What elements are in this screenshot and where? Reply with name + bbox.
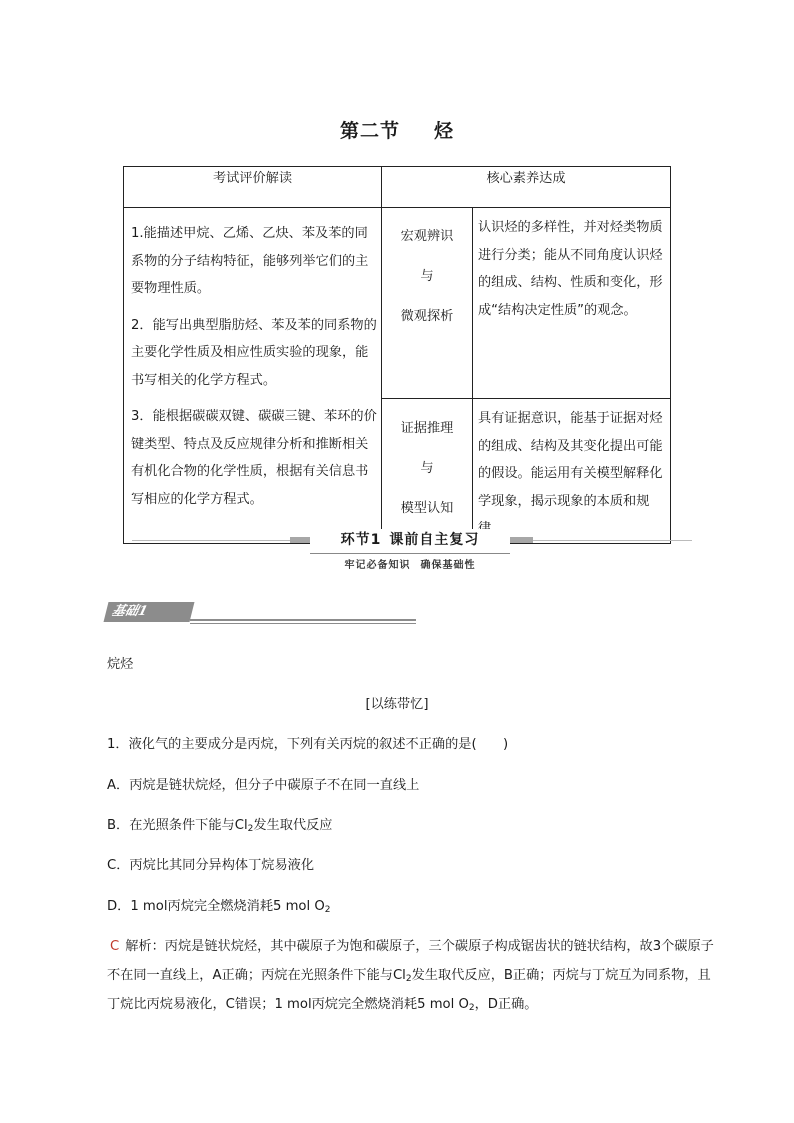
competency-desc: 具有证据意识，能基于证据对烃的组成、结构及其变化提出可能的假设。能运用有关模型解释化学现象，揭示现象的本质和规 xyxy=(473,399,671,544)
competency-connector: 与 xyxy=(420,269,434,284)
option-c: C．丙烷比其同分异构体丁烷易液化 xyxy=(107,858,315,873)
competency-connector: 与 xyxy=(420,461,434,476)
evaluation-item: 2．能写出典型脂肪烃、苯及苯的同系物的主要化学性质及相应性质实验的现象，能书写相关的化学方程式。 xyxy=(131,317,377,388)
competency-name: 证据推理 xyxy=(400,421,454,436)
competency-name: 微观探析 xyxy=(400,309,454,324)
header-competency: 核心素养达成 xyxy=(382,167,671,208)
page-title xyxy=(0,116,794,143)
base-tag-label: 基础1 xyxy=(104,602,195,622)
section-title: 课前自主复习 xyxy=(389,532,480,548)
section-subtitle xyxy=(310,556,510,571)
section-number: 环节1 xyxy=(340,532,382,548)
answer-explanation: C 解析：丙烷是链状烷烃，其中碳原子为饱和碳原子，三个碳原子构成锯齿状的链状结构，故3个碳原子不在同一直线上，A正确；丙烷在光照条件下能与$Cl_2$发生取代反应，B正确；丙烷与丁烷互为同系物，且丁烷比丙烷易液化，C错误；1 mol丙烷完全燃烧消耗5 mol $O_2$，D正确。 xyxy=(107,939,714,1013)
evaluation-item: 1.能描述甲烷、乙烯、乙炔、苯及苯的同系物的分子结构特征，能够列举它们的主要物理性质。 xyxy=(131,226,369,296)
subtitle-part: 牢记必备知识 xyxy=(344,560,411,571)
subtitle-part: 确保基础性 xyxy=(420,560,476,571)
base-tag xyxy=(106,600,416,625)
title-topic: 烃 xyxy=(434,120,455,142)
competency-name-cell xyxy=(382,208,473,399)
divider-line xyxy=(190,623,416,624)
competency-name: 模型认知 xyxy=(400,501,454,516)
objectives-table xyxy=(123,166,671,544)
evaluation-cell xyxy=(124,208,382,544)
divider-line xyxy=(132,540,292,541)
divider-line xyxy=(524,540,692,541)
competency-name-cell xyxy=(382,399,473,544)
option-b: B．在光照条件下能与$Cl_2$发生取代反应 xyxy=(107,818,333,834)
title-section: 第二节 xyxy=(339,120,400,142)
competency-desc: 认识烃的多样性，并对烃类物质进行分类；能从不同角度认识烃的组成、结构、性质和变化，形成“结构决定性质”的观念。 xyxy=(473,208,671,399)
option-d: D．1 mol丙烷完全燃烧消耗5 mol $O_2$ xyxy=(107,899,331,915)
competency-name: 宏观辨识 xyxy=(400,229,454,244)
question-stem: 1．液化气的主要成分是丙烷，下列有关丙烷的叙述不正确的是( ) xyxy=(107,737,509,752)
topic-heading: 烷烃 xyxy=(107,657,134,672)
section-heading xyxy=(310,529,510,554)
practice-label: [以练带忆] xyxy=(365,697,429,712)
evaluation-item: 3．能根据碳碳双键、碳碳三键、苯环的价键类型、特点及反应规律分析和推断相关有机化合物的化学性质，根据有关信息书写相应的化学方程式。 xyxy=(131,409,377,507)
section-banner xyxy=(132,529,692,574)
header-evaluation: 考试评价解读 xyxy=(124,167,382,208)
option-a: A．丙烷是链状烷烃，但分子中碳原子不在同一直线上 xyxy=(107,778,420,793)
divider-line xyxy=(190,619,416,621)
answer-letter: C xyxy=(110,939,120,954)
